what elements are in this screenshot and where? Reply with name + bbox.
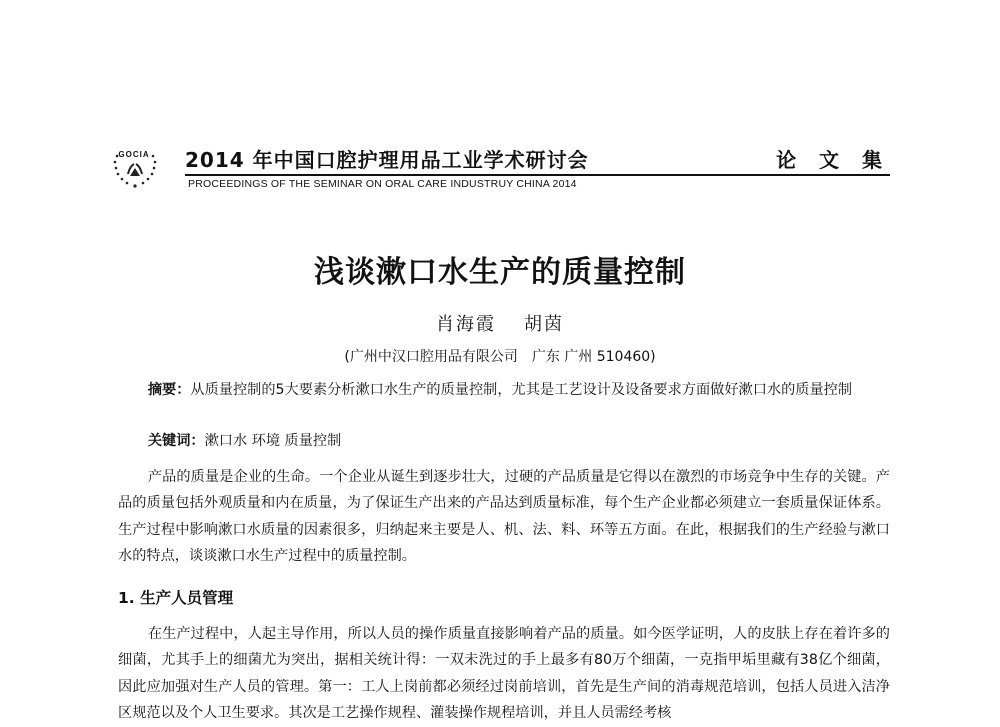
keywords-text: 漱口水 环境 质量控制	[204, 433, 342, 449]
conference-title-cn: 2014 年中国口腔护理用品工业学术研讨会	[185, 148, 589, 172]
keywords	[118, 428, 890, 454]
conference-title-en: PROCEEDINGS OF THE SEMINAR ON ORAL CARE INDUSTRUY CHINA 2014	[188, 178, 577, 190]
authors	[0, 310, 1000, 336]
proceedings-label: 论 文 集	[776, 148, 890, 172]
abstract	[118, 377, 890, 403]
article-title: 浅谈漱口水生产的质量控制	[314, 255, 686, 290]
header-divider	[185, 174, 890, 176]
gocia-logo	[110, 140, 160, 190]
keywords-label: 关键词：	[147, 433, 205, 449]
abstract-label: 摘要：	[147, 382, 191, 398]
section-paragraph: 在生产过程中，人起主导作用，所以人员的操作质量直接影响着产品的质量。如今医学证明，人的皮肤上存在着许多的细菌，尤其手上的细菌尤为突出，据相关统计得：一双未洗过的手上最多有80万个细菌，一克指甲垢里藏有38亿个细菌，因此应加强对生产人员的管理。第一：工人上岗前都必须经过岗前培训，首先是生产间的消毒规范培训，包括人员进入洁净区规范以及个人卫生要求。其次是工艺操作规程、灌装操作规程培训，并且人员需经考核	[118, 626, 890, 722]
author-name: 胡茵	[524, 314, 564, 335]
abstract-text: 从质量控制的5大要素分析漱口水生产的质量控制，尤其是工艺设计及设备要求方面做好漱口水的质量控制	[190, 382, 853, 398]
intro-paragraph: 产品的质量是企业的生命。一个企业从诞生到逐步壮大，过硬的产品质量是它得以在激烈的市场竞争中生存的关键。产品的质量包括外观质量和内在质量，为了保证生产出来的产品达到质量标准，每个生产企业都必须建立一套质量保证体系。生产过程中影响漱口水质量的因素很多，归纳起来主要是人、机、法、料、环等五方面。在此，根据我们的生产经验与漱口水的特点，谈谈漱口水生产过程中的质量控制。	[118, 469, 890, 565]
section-heading: 1. 生产人员管理	[118, 589, 234, 607]
logo-text: GOCIA	[118, 150, 150, 159]
affiliation: (广州中汉口腔用品有限公司 广东 广州 510460)	[344, 349, 656, 365]
wheat-emblem-icon	[110, 140, 160, 190]
author-name: 肖海霞	[436, 314, 496, 335]
